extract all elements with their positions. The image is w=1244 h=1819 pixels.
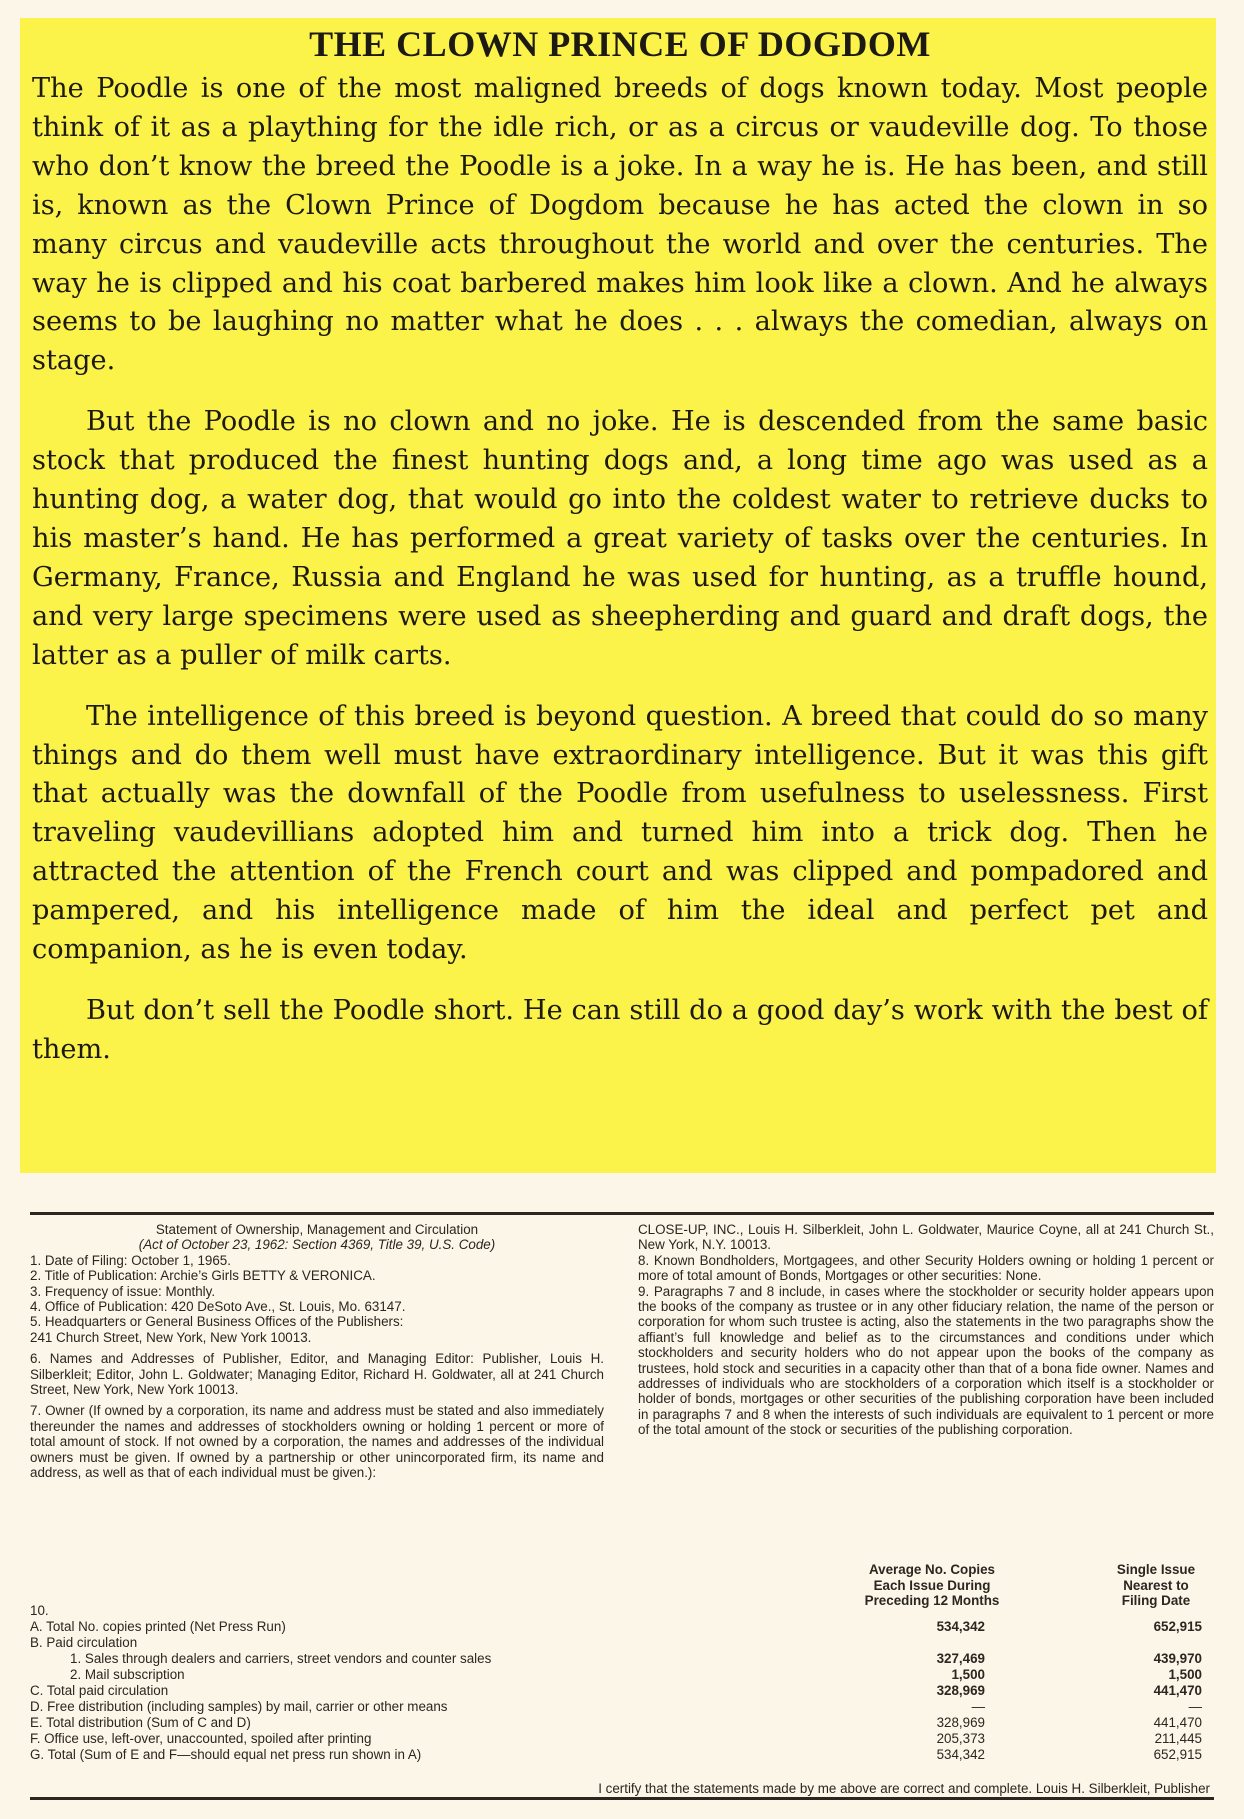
col-header-average: Average No. Copies Each Issue During Preceding 12 Months (864, 1562, 1000, 1608)
table-row: D. Free distribution (including samples) by mail, carrier or other means — — (30, 1699, 1202, 1714)
statement-act: (Act of October 23, 1962: Section 4369, Title 39, U.S. Code) (138, 1237, 496, 1253)
divider-bottom (30, 1797, 1214, 1800)
statement-item: 3. Frequency of issue: Monthly. (30, 1283, 216, 1299)
divider-top (30, 1212, 1214, 1215)
table-row: 2. Mail subscription 1,500 1,500 (70, 1667, 1202, 1682)
statement-item: 6. Names and Addresses of Publisher, Editor, and Managing Editor: Publisher, Louis H. Silberkleit; Editor, John L. Goldwater; Managing Editor, Richard H. Goldwater, all at 241 Church Street, New York, New York 10013. (30, 1351, 604, 1398)
table-row (30, 1603, 1214, 1619)
article-paragraph: The intelligence of this breed is beyond question. A breed that could do so many things and do them well must have extraordinary intelligence. But it was this gift that actually was the downfall of the Poodle from usefulness to uselessness. First traveling vaudevillians adopted him and turned him into a trick dog. Then he attracted the attention of the French court and was clipped and pompadored and pampered, and his intelligence made of him the ideal and perfect pet and companion, as he is even today. (32, 700, 1208, 966)
table-row: F. Office use, left-over, unaccounted, spoiled after printing 205,373 211,445 (30, 1731, 1202, 1746)
table-row: C. Total paid circulation 328,969 441,470 (30, 1683, 1202, 1698)
certification-line: I certify that the statements made by me above are correct and complete. Louis H. Silberkleit, Publisher (598, 1781, 1210, 1796)
article-panel (20, 18, 1216, 1173)
table-row: E. Total distribution (Sum of C and D) 328,969 441,470 (30, 1715, 1202, 1730)
table-row: G. Total (Sum of E and F—should equal net press run shown in A) 534,342 652,915 (30, 1747, 1202, 1762)
statement-item: 5. Headquarters or General Business Offices of the Publishers: (30, 1314, 404, 1330)
table-row: A. Total No. copies printed (Net Press Run) 534,342 652,915 (30, 1619, 1202, 1634)
table-row: 1. Sales through dealers and carriers, street vendors and counter sales 327,469 439,970 (70, 1651, 1202, 1666)
article-title: THE CLOWN PRINCE OF DOGDOM (309, 24, 931, 64)
statement-heading: Statement of Ownership, Management and Circulation (155, 1222, 479, 1237)
item-number: 10. (30, 1603, 49, 1618)
statement-item: 7. Owner (If owned by a corporation, its name and address must be stated and also immediately thereunder the names and addresses of stockholders owning or holding 1 percent or more of total amount of stock. If not owned by a corporation, the names and addresses of the individual owners must be given. If owned by a partnership or other unincorporated firm, its name and address, as well as that of each individual must be given.): (30, 1403, 604, 1481)
statement-item: 1. Date of Filing: October 1, 1965. (30, 1252, 231, 1268)
statement-right-column (638, 1222, 1214, 1438)
article-paragraph: The Poodle is one of the most maligned breeds of dogs known today. Most people think of it as a plaything for the idle rich, or as a circus or vaudeville dog. To those who don’t know the breed the Poodle is a joke. In a way he is. He has been, and still is, known as the Clown Prince of Dogdom because he has acted the clown in so many circus and vaudeville acts throughout the world and over the centuries. The way he is clipped and his coat barbered makes him look like a clown. And he always seems to be laughing no matter what he does . . . always the comedian, always on stage. (32, 73, 1208, 377)
table-row: B. Paid circulation (30, 1635, 138, 1650)
statement-item: 241 Church Street, New York, New York 10013. (30, 1329, 312, 1345)
statement-item: 4. Office of Publication: 420 DeSoto Ave., St. Louis, Mo. 63147. (30, 1299, 406, 1315)
article-paragraph: But don’t sell the Poodle short. He can still do a good day’s work with the best of them. (32, 994, 1208, 1065)
article-paragraph: But the Poodle is no clown and no joke. He is descended from the same basic stock that produced the finest hunting dogs and, a long time ago was used as a hunting dog, a water dog, that would go into the coldest water to retrieve ducks to his master’s hand. He has performed a great variety of tasks over the centuries. In Germany, France, Russia and England he was used for hunting, as a truffle hound, and very large specimens were used as sheepherding and guard and draft dogs, the latter as a puller of milk carts. (32, 406, 1208, 671)
col-header-single: Single Issue Nearest to Filing Date (1116, 1562, 1196, 1608)
statement-item: 8. Known Bondholders, Mortgagees, and other Security Holders owning or holding 1 percent or more of total amount of Bonds, Mortgages or other securities: None. (638, 1252, 1214, 1284)
statement-owner: CLOSE-UP, INC., Louis H. Silberkleit, John L. Goldwater, Maurice Coyne, all at 241 Church St., New York, N.Y. 10013. (638, 1222, 1214, 1253)
statement-left-column (30, 1222, 604, 1481)
statement-item: 9. Paragraphs 7 and 8 include, in cases where the stockholder or security holder appears upon the books of the company as trustee or in any other fiduciary relation, the name of the person or corporation for whom such trustee is acting, also the statements in the two paragraphs show the affiant’s full knowledge and belief as to the circumstances and conditions under which stockholders and security holders who do not appear upon the books of the company as trustees, hold stock and securities in a capacity other than that of a bona fide owner. Names and addresses of individuals who are stockholders of a corporation which itself is a stockholder or holder of bonds, mortgages or other securities of the publishing corporation have been included in paragraphs 7 and 8 when the interests of such individuals are equivalent to 1 percent or more of the total amount of the stock or securities of the publishing corporation. (638, 1283, 1214, 1438)
statement-item: 2. Title of Publication: Archie’s Girls BETTY & VERONICA. (30, 1268, 376, 1284)
